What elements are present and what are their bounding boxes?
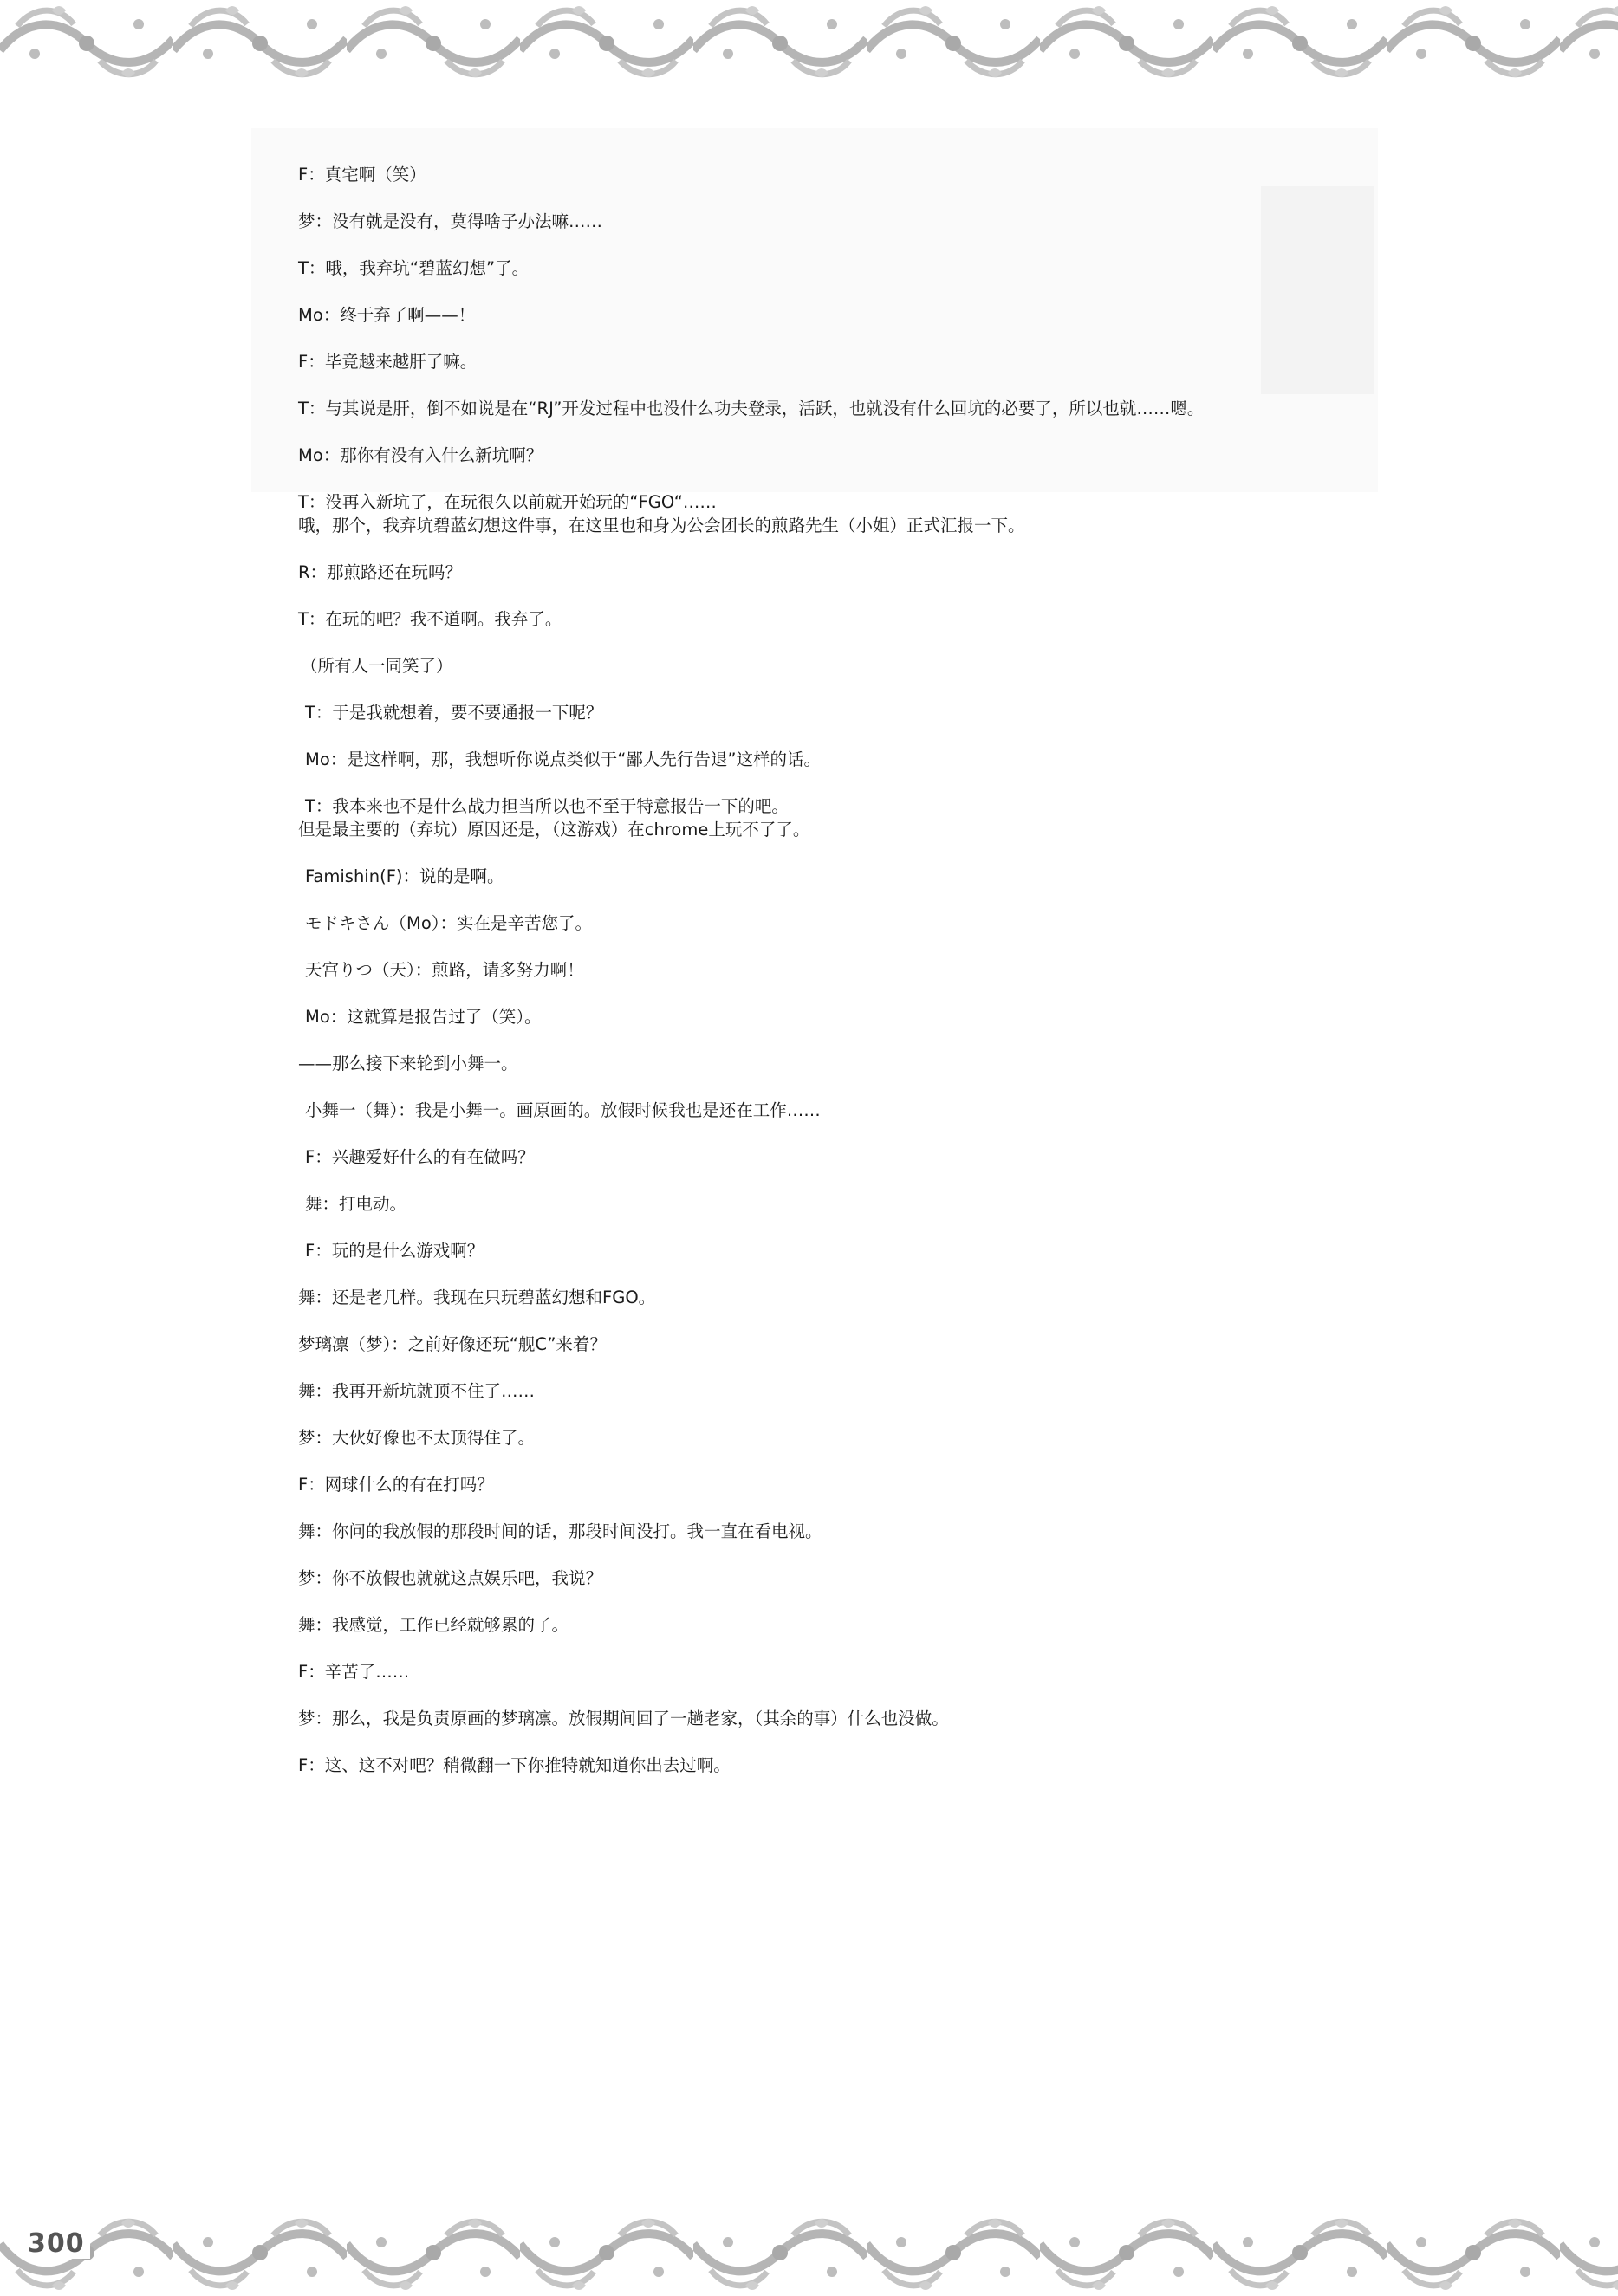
dialogue-line-continuation: 哦，那个，我弃坑碧蓝幻想这件事，在这里也和身为公会团长的煎路先生（小姐）正式汇报一下。 xyxy=(298,516,1025,535)
dialogue-line: 舞：我感觉，工作已经就够累的了。 xyxy=(298,1615,569,1635)
dialogue-line: F：毕竟越来越肝了嘛。 xyxy=(298,352,478,372)
dialogue-line: 梦璃凛（梦）：之前好像还玩“舰C”来着？ xyxy=(298,1334,607,1354)
dialogue-line: 梦：那么，我是负责原画的梦璃凛。放假期间回了一趟老家，（其余的事）什么也没做。 xyxy=(298,1709,949,1728)
dialogue-line: F：辛苦了…… xyxy=(298,1662,410,1682)
dialogue-line: T：与其说是肝，倒不如说是在“RJ”开发过程中也没什么功夫登录，活跃，也就没有什么回坑的必要了，所以也就……嗯。 xyxy=(298,399,1205,418)
dialogue-line: 舞：我再开新坑就顶不住了…… xyxy=(298,1381,536,1401)
dialogue-line: 梦：大伙好像也不太顶得住了。 xyxy=(298,1428,536,1448)
dialogue-line: モドキさん（Mo）：实在是辛苦您了。 xyxy=(305,913,593,933)
dialogue-line: Mo：是这样啊，那，我想听你说点类似于“鄙人先行告退”这样的话。 xyxy=(305,749,821,769)
dialogue-line: T：于是我就想着，要不要通报一下呢？ xyxy=(305,703,603,723)
dialogue-line: F：这、这不对吧？稍微翻一下你推特就知道你出去过啊。 xyxy=(298,1755,731,1775)
dialogue-line: F：玩的是什么游戏啊？ xyxy=(305,1241,484,1261)
dialogue-line: Mo：这就算是报告过了（笑）。 xyxy=(305,1007,542,1027)
dialogue-line: 梦：你不放假也就就这点娱乐吧，我说？ xyxy=(298,1568,603,1588)
dialogue-line: Mo：终于弃了啊——！ xyxy=(298,305,476,325)
dialogue-line: T：哦，我弃坑“碧蓝幻想”了。 xyxy=(298,258,530,278)
interview-transcript xyxy=(298,163,1321,1800)
dialogue-line: R：那煎路还在玩吗？ xyxy=(298,562,463,582)
dialogue-line: T：没再入新坑了，在玩很久以前就开始玩的“FGO“…… xyxy=(298,492,717,512)
dialogue-line: 舞：打电动。 xyxy=(305,1194,407,1214)
page-number: 300 xyxy=(26,2228,90,2259)
dialogue-line-continuation: 但是最主要的（弃坑）原因还是，（这游戏）在chrome上玩不了了。 xyxy=(298,820,810,840)
dialogue-line: F：网球什么的有在打吗？ xyxy=(298,1475,494,1495)
dialogue-line: 舞：你问的我放假的那段时间的话，那段时间没打。我一直在看电视。 xyxy=(298,1521,822,1541)
dialogue-line: 舞：还是老几样。我现在只玩碧蓝幻想和FGO。 xyxy=(298,1287,656,1307)
dialogue-line: 天宫りつ（天）：煎路，请多努力啊！ xyxy=(305,960,584,980)
section-transition: ——那么接下来轮到小舞一。 xyxy=(298,1054,518,1073)
dialogue-line: （所有人一同笑了） xyxy=(301,656,453,676)
dialogue-line: 梦：没有就是没有，莫得啥子办法嘛…… xyxy=(298,211,603,231)
dialogue-line: 小舞一（舞）：我是小舞一。画原画的。放假时候我也是还在工作…… xyxy=(305,1100,821,1120)
dialogue-line: Famishin(F)：说的是啊。 xyxy=(305,866,504,886)
dialogue-line: T：我本来也不是什么战力担当所以也不至于特意报告一下的吧。 xyxy=(305,796,789,816)
dialogue-line: T：在玩的吧？我不道啊。我弃了。 xyxy=(298,609,562,629)
ornamental-border-bottom xyxy=(0,2201,1618,2296)
dialogue-line: Mo：那你有没有入什么新坑啊？ xyxy=(298,445,543,465)
ornamental-border-top xyxy=(0,0,1618,83)
dialogue-line: F：兴趣爱好什么的有在做吗？ xyxy=(305,1147,535,1167)
dialogue-line: F：真宅啊（笑） xyxy=(298,165,426,185)
